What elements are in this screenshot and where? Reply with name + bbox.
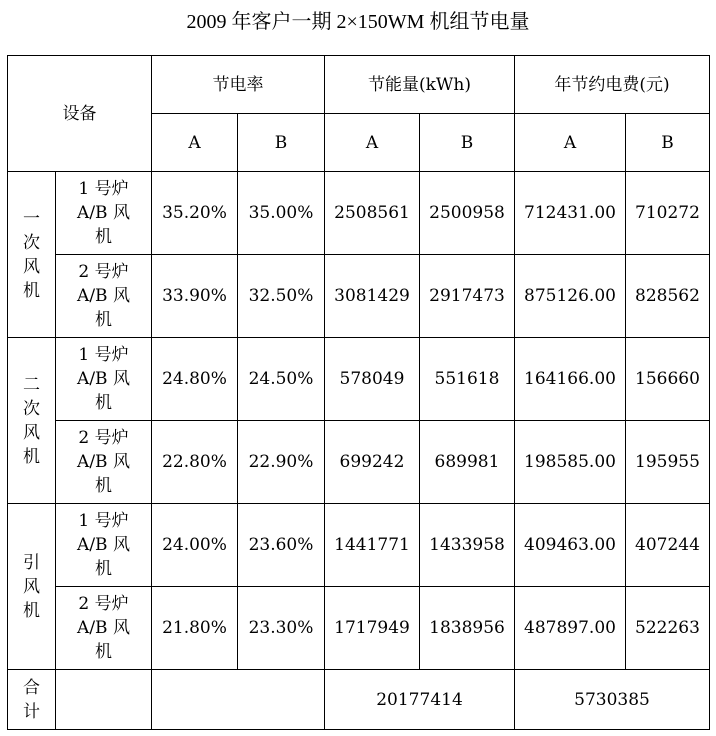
energy-b-header: B [420, 114, 515, 172]
rate-a-cell: 24.80% [152, 338, 238, 421]
energy-a-cell: 2508561 [325, 172, 420, 255]
total-rate-cell [152, 670, 325, 730]
table-row [8, 172, 710, 255]
rate-a-cell: 22.80% [152, 421, 238, 504]
energy-a-cell: 1441771 [325, 504, 420, 587]
rate-b-cell: 35.00% [238, 172, 325, 255]
total-row [8, 670, 710, 730]
rate-a-cell: 24.00% [152, 504, 238, 587]
cost-a-cell: 198585.00 [515, 421, 626, 504]
boiler-label: 2 号炉 A/B 风 机 [56, 421, 152, 504]
cost-b-header: B [626, 114, 710, 172]
energy-savings-table [7, 55, 710, 730]
table-row [8, 421, 710, 504]
boiler-label: 1 号炉 A/B 风 机 [56, 338, 152, 421]
group-label: 一 次 风 机 [8, 172, 56, 338]
cost-b-cell: 522263 [626, 587, 710, 670]
cost-a-cell: 164166.00 [515, 338, 626, 421]
group-label: 引 风 机 [8, 504, 56, 670]
rate-b-cell: 24.50% [238, 338, 325, 421]
boiler-label: 1 号炉 A/B 风 机 [56, 172, 152, 255]
rate-b-header: B [238, 114, 325, 172]
rate-b-cell: 32.50% [238, 255, 325, 338]
energy-a-cell: 699242 [325, 421, 420, 504]
energy-b-cell: 689981 [420, 421, 515, 504]
cost-a-cell: 712431.00 [515, 172, 626, 255]
rate-b-cell: 23.30% [238, 587, 325, 670]
rate-a-header: A [152, 114, 238, 172]
energy-b-cell: 2500958 [420, 172, 515, 255]
cost-b-cell: 156660 [626, 338, 710, 421]
energy-a-cell: 578049 [325, 338, 420, 421]
energy-a-cell: 1717949 [325, 587, 420, 670]
rate-a-cell: 33.90% [152, 255, 238, 338]
energy-b-cell: 1838956 [420, 587, 515, 670]
cost-a-cell: 875126.00 [515, 255, 626, 338]
cost-a-header: A [515, 114, 626, 172]
cost-b-cell: 195955 [626, 421, 710, 504]
cost-a-cell: 409463.00 [515, 504, 626, 587]
total-label: 合 计 [8, 670, 56, 730]
rate-b-cell: 22.90% [238, 421, 325, 504]
table-row [8, 587, 710, 670]
energy-a-header: A [325, 114, 420, 172]
cost-b-cell: 828562 [626, 255, 710, 338]
boiler-label: 2 号炉 A/B 风 机 [56, 255, 152, 338]
table-title: 2009 年客户一期 2×150WM 机组节电量 [186, 11, 530, 33]
rate-a-cell: 21.80% [152, 587, 238, 670]
energy-b-cell: 2917473 [420, 255, 515, 338]
annual-cost-header: 年节约电费(元) [515, 56, 710, 114]
rate-b-cell: 23.60% [238, 504, 325, 587]
table-row [8, 255, 710, 338]
equipment-header: 设备 [8, 56, 152, 172]
total-cost-cell: 5730385 [515, 670, 710, 730]
cost-a-cell: 487897.00 [515, 587, 626, 670]
total-empty-cell [56, 670, 152, 730]
energy-a-cell: 3081429 [325, 255, 420, 338]
boiler-label: 1 号炉 A/B 风 机 [56, 504, 152, 587]
cost-b-cell: 407244 [626, 504, 710, 587]
total-energy-cell: 20177414 [325, 670, 515, 730]
group-label: 二 次 风 机 [8, 338, 56, 504]
boiler-label: 2 号炉 A/B 风 机 [56, 587, 152, 670]
energy-saved-header: 节能量(kWh) [325, 56, 515, 114]
saving-rate-header: 节电率 [152, 56, 325, 114]
table-row [8, 504, 710, 587]
energy-b-cell: 1433958 [420, 504, 515, 587]
energy-b-cell: 551618 [420, 338, 515, 421]
rate-a-cell: 35.20% [152, 172, 238, 255]
table-row [8, 338, 710, 421]
cost-b-cell: 710272 [626, 172, 710, 255]
